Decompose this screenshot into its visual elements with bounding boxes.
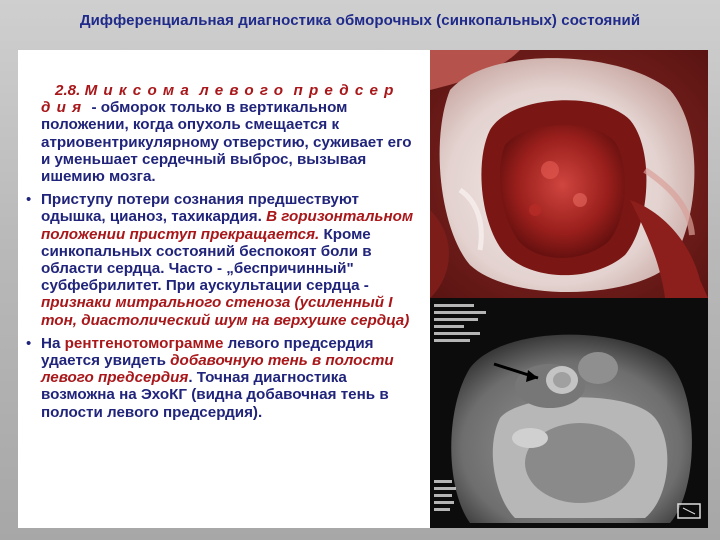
diag-text-3: . Точная диагностика возможна на ЭхоКГ (видна добавочная тень в полости левого предсердия).	[41, 369, 389, 421]
intro-paragraph	[26, 82, 422, 185]
heading-word-1: Миксома	[84, 82, 196, 99]
text-panel	[18, 50, 430, 528]
symptoms-text-1: Приступу потери сознания предшествуют одышка, цианоз, тахикардия.	[41, 191, 359, 226]
bullet-symptoms	[26, 191, 422, 329]
intro-text: - обморок только в вертикальном положении, когда опухоль смещается к атриовентрикулярному отверстию, суживает его и уменьшает сердечный выброс, вызывая ишемию мозга.	[41, 99, 412, 186]
heading-word-3: предсер	[293, 82, 400, 99]
heading-cont: дия	[41, 99, 88, 117]
bullet-dot-icon: •	[26, 191, 32, 209]
symptoms-emphasis-1: В горизонтальном положении приступ прекращается.	[41, 208, 414, 243]
slide-title: Дифференциальная диагностика обморочных (синкопальных) состояний	[79, 12, 641, 29]
bullet-symptoms-text	[41, 191, 422, 329]
diag-emphasis-plain: рентгенотомограмме	[64, 334, 224, 352]
diag-text-1: На	[41, 334, 65, 352]
heart-specimen-photo	[430, 50, 708, 298]
symptoms-text-2: Кроме синкопальных состояний беспокоят боли в области сердца. Часто - „беспричинный" субфебрилитет. При аускультации сердца -	[41, 225, 372, 295]
diag-text-2: левого предсердия удается увидеть	[41, 334, 374, 370]
heading-word-2: левого	[199, 82, 290, 99]
bullet-diagnostics	[26, 335, 422, 421]
bullet-diagnostics-text	[41, 335, 422, 421]
symptoms-emphasis-2: признаки митрального стеноза (усиленный I тон, диастолический шум на верхушке сердца)	[41, 294, 410, 329]
ct-scan-image	[430, 298, 708, 528]
diag-emphasis-1: добавочную тень в полости левого предсердия	[41, 352, 394, 387]
section-number: 2.8.	[55, 82, 81, 99]
bullet-dot-icon: •	[26, 334, 32, 352]
